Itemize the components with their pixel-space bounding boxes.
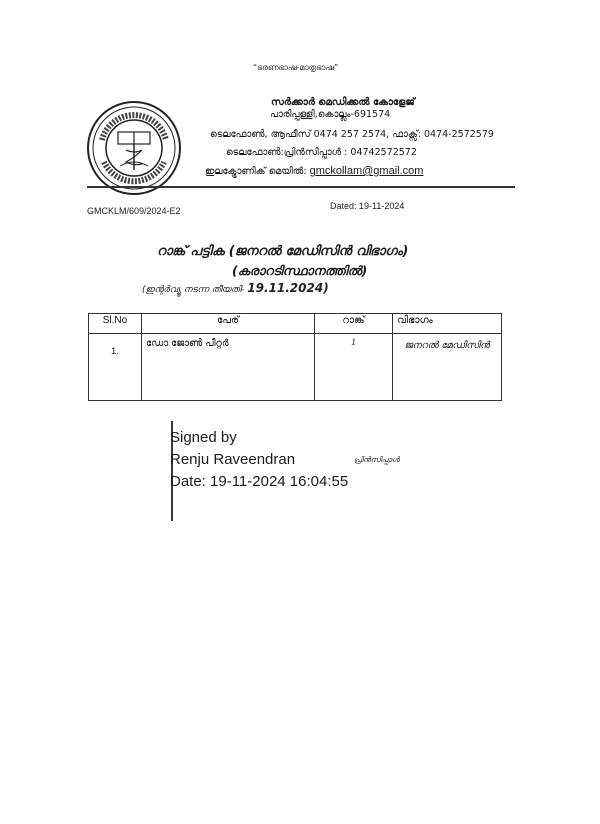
document-title: റാങ്ക് പട്ടിക (ജനറൽ മേഡിസിൻ വിഭാഗം) — [157, 244, 409, 259]
signed-by: Signed by — [170, 429, 237, 446]
email-link[interactable]: gmckollam@gmail.com — [309, 165, 424, 177]
header-rank: റാങ്ക് — [315, 314, 393, 334]
header-divider — [87, 186, 515, 188]
college-address: പാരിപ്പള്ളി,കൊല്ലം-691574 — [270, 109, 391, 120]
motto: “ഭരണഭാഷ-മാതൃഭാഷ” — [253, 63, 339, 72]
reference-number: GMCKLM/609/2024-E2 — [87, 206, 181, 216]
cell-name: ഡോ ജോൺ പീറ്റർ — [142, 334, 315, 401]
rank-list-table — [88, 313, 502, 401]
dated: Dated: 19-11-2024 — [330, 201, 405, 211]
college-name: സർക്കാർ മെഡിക്കൽ കോളേജ് — [271, 97, 415, 108]
interview-date-line — [142, 281, 329, 295]
email-line — [205, 165, 423, 177]
header-name: പേര് — [142, 314, 315, 334]
interview-label: (ഇന്റർവ്യൂ നടന്ന തീയതി- — [142, 285, 245, 295]
cell-rank: 1 — [315, 334, 393, 401]
header-sl-no: Sl.No — [89, 314, 142, 334]
table-header-row — [89, 314, 502, 334]
office-phone: ടെലഫോൺ, ആഫീസ് 0474 257 2574, ഫാക്സ്: 0474-2572579 — [210, 129, 494, 140]
cell-department: ജനറൽ മേഡിസിൻ — [393, 334, 502, 401]
signature-date: Date: 19-11-2024 16:04:55 — [170, 473, 349, 490]
principal-phone: ടെലഫോൺ:പ്രിൻസിപ്പാൾ : 04742572572 — [226, 147, 417, 158]
cell-sl-no: 1. — [89, 334, 142, 401]
table-row — [89, 334, 502, 401]
email-label: ഇലക്ട്രോണിക് മെയിൽ: — [205, 166, 307, 177]
college-emblem — [86, 100, 182, 196]
header-department: വിഭാഗം — [393, 314, 502, 334]
signer-name: Renju Raveendran — [170, 451, 296, 468]
interview-date: 19.11.2024) — [247, 281, 329, 295]
designation: പ്രിൻസിപ്പാൾ — [354, 455, 400, 464]
document-subtitle: (കരാറടിസ്ഥാനത്തിൽ) — [232, 263, 368, 278]
